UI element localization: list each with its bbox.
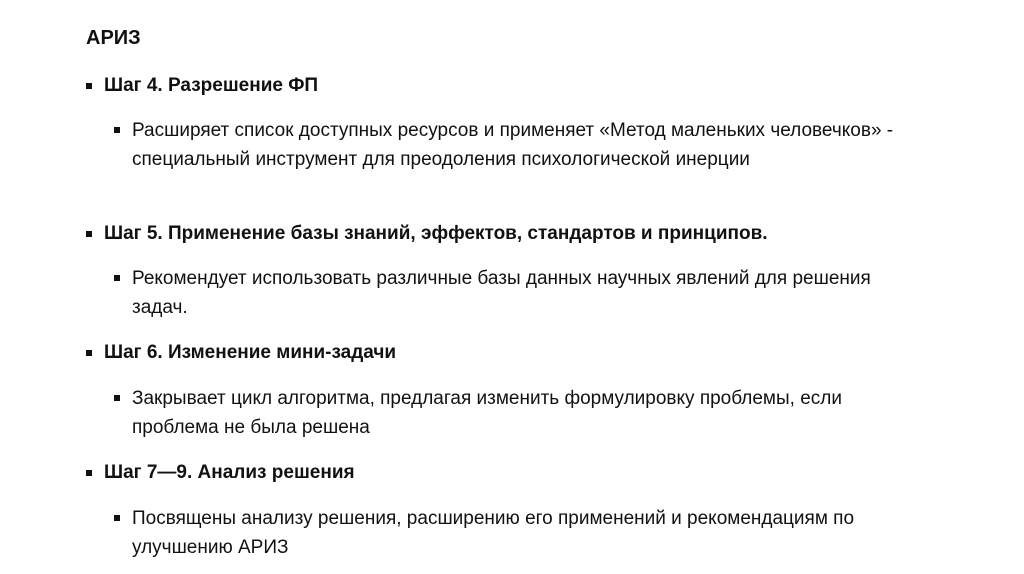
step-detail-text: Закрывает цикл алгоритма, предлагая изменить формулировку проблемы, если проблема не была решена xyxy=(132,388,842,438)
square-bullet-icon xyxy=(86,231,92,237)
step-detail-6 xyxy=(114,384,894,442)
square-bullet-icon xyxy=(86,350,92,356)
step-heading-text: Шаг 4. Разрешение ФП xyxy=(104,75,319,96)
square-bullet-icon xyxy=(114,275,120,281)
step-detail-7-9 xyxy=(114,504,894,562)
step-detail-4 xyxy=(114,116,894,174)
square-bullet-icon xyxy=(114,395,120,401)
step-heading-text: Шаг 7—9. Анализ решения xyxy=(104,462,355,483)
step-heading-text: Шаг 5. Применение базы знаний, эффектов, стандартов и принципов. xyxy=(104,223,768,244)
square-bullet-icon xyxy=(86,83,92,89)
step-detail-text: Расширяет список доступных ресурсов и применяет «Метод маленьких человечков» - специальный инструмент для преодоления психологической инерции xyxy=(132,120,894,170)
square-bullet-icon xyxy=(114,515,120,521)
step-detail-5 xyxy=(114,264,894,322)
step-detail-text: Посвящены анализу решения, расширению его применений и рекомендациям по улучшению АРИЗ xyxy=(132,508,855,558)
square-bullet-icon xyxy=(114,127,120,133)
slide-title: АРИЗ xyxy=(86,27,141,49)
square-bullet-icon xyxy=(86,470,92,476)
step-detail-text: Рекомендует использовать различные базы данных научных явлений для решения задач. xyxy=(132,268,871,318)
step-heading-text: Шаг 6. Изменение мини-задачи xyxy=(104,342,397,363)
